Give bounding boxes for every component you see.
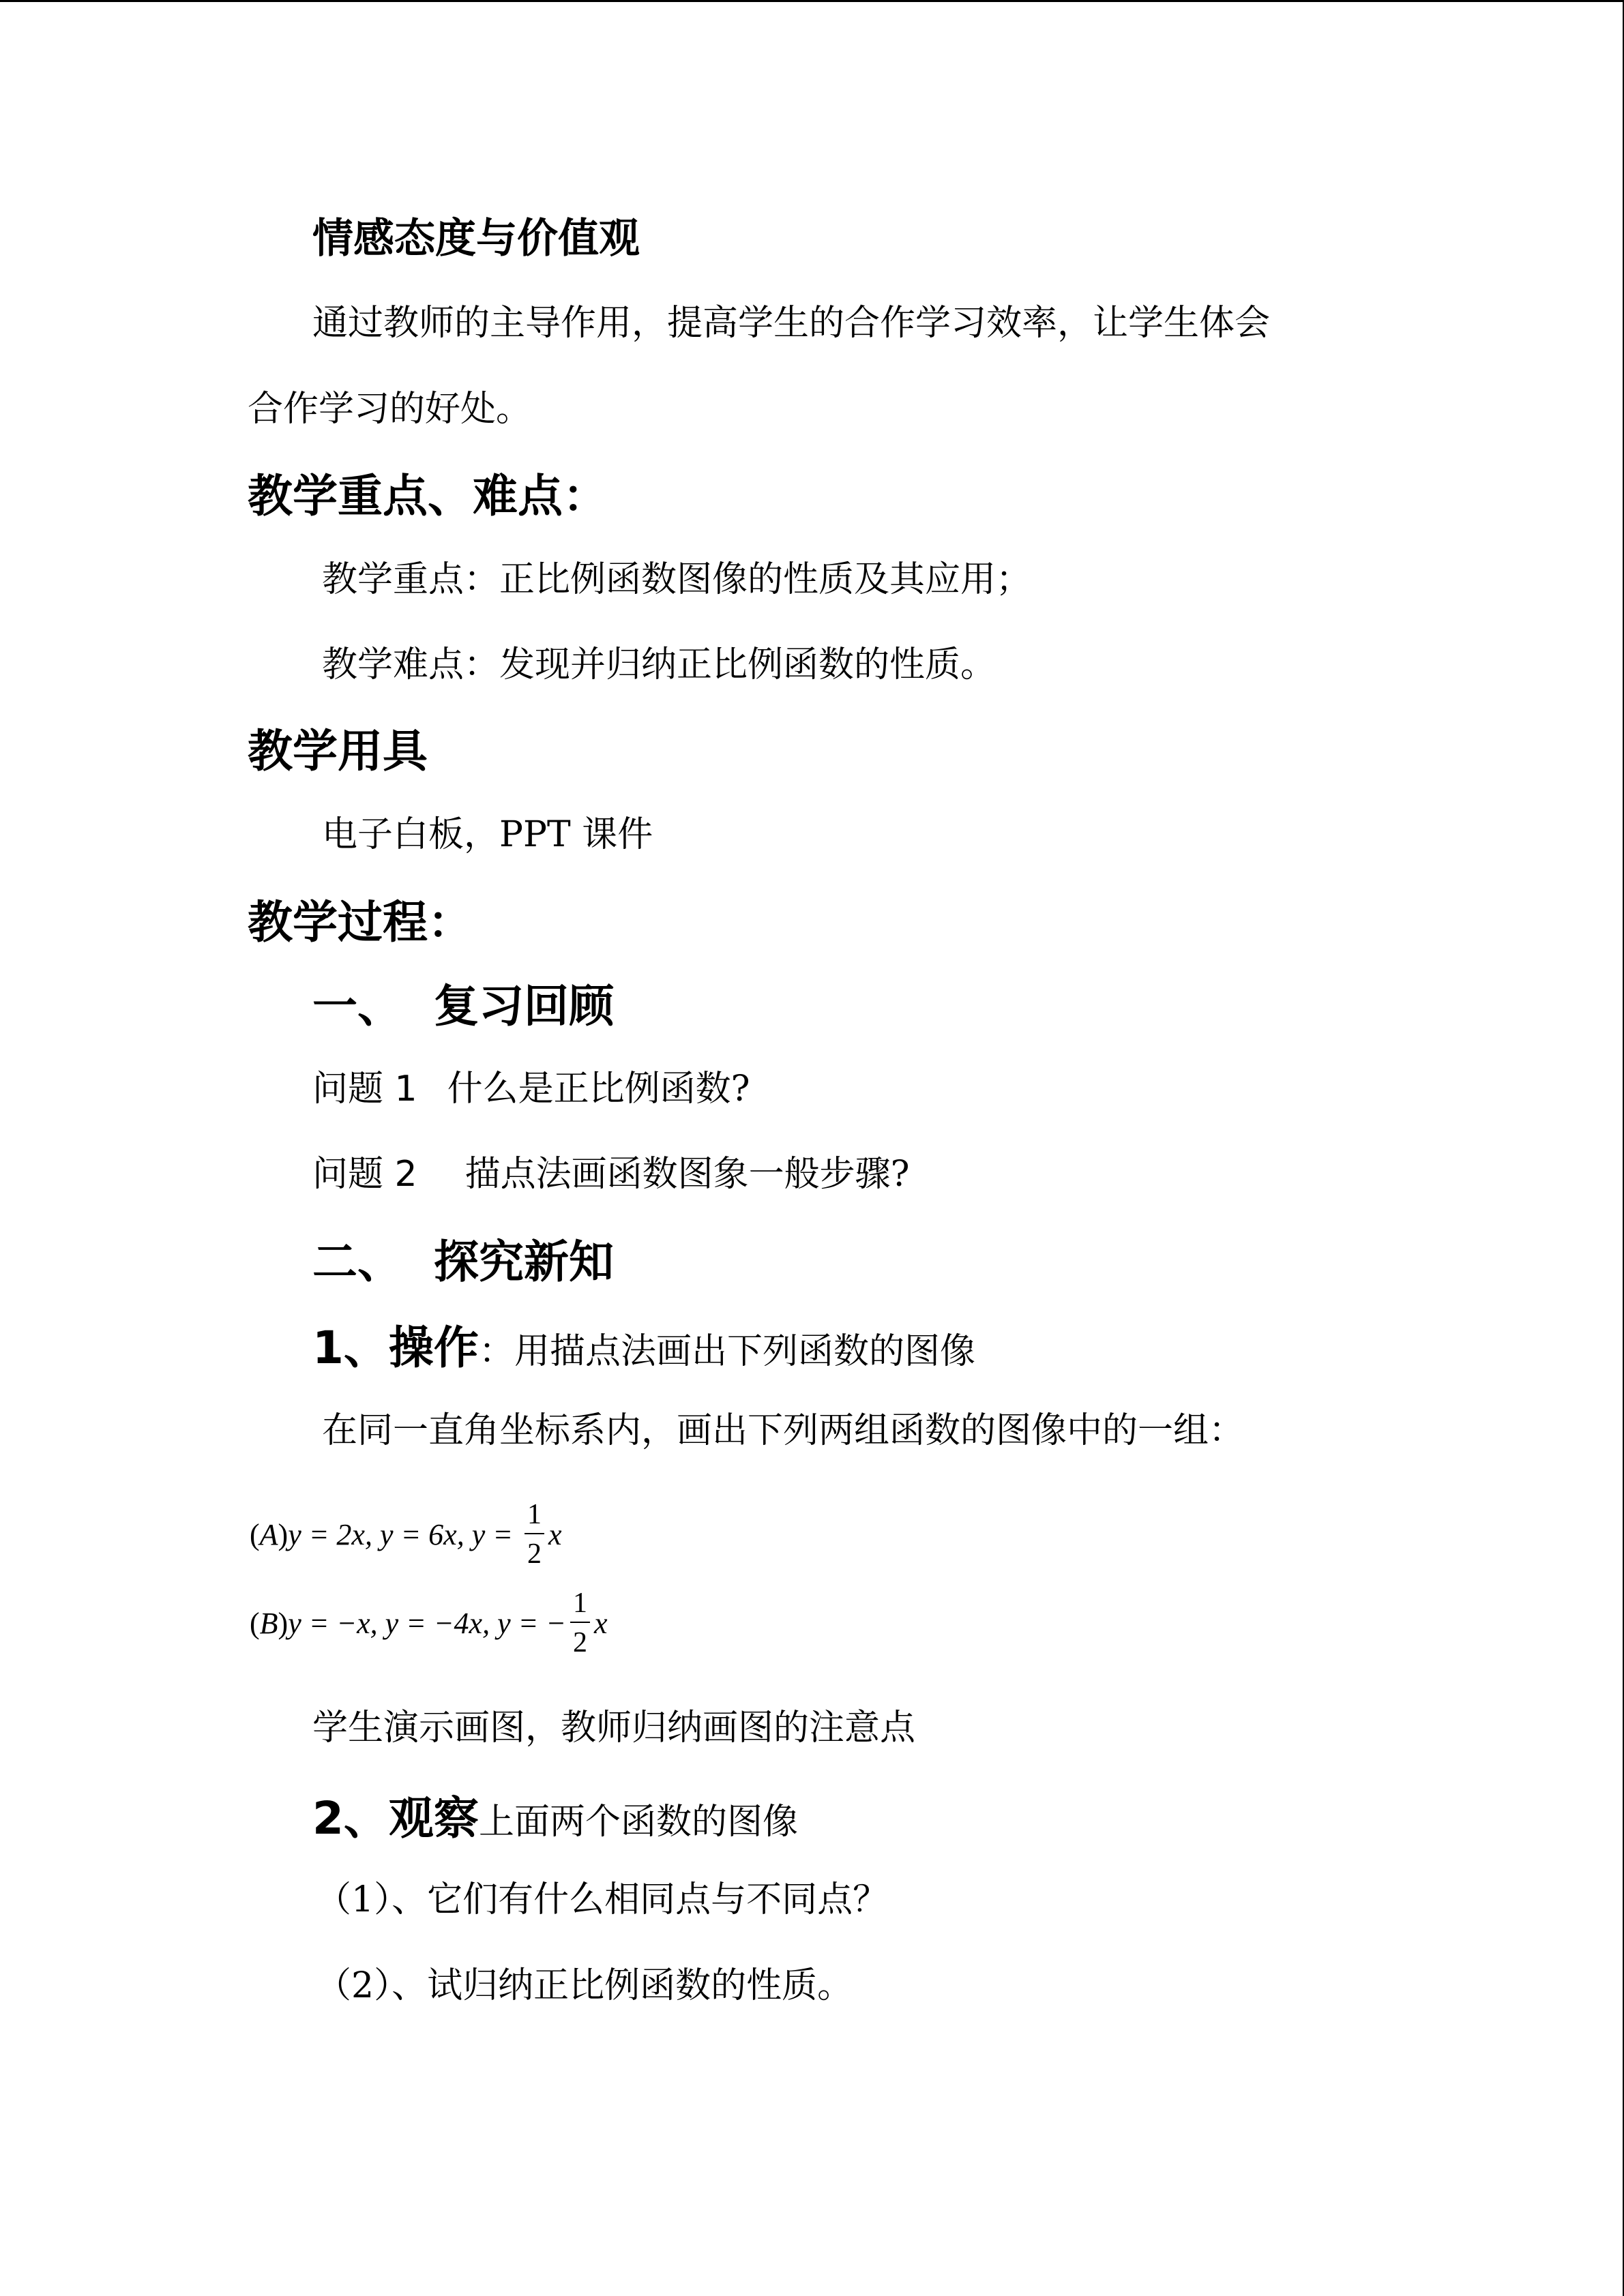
formula-b-label: B (259, 1606, 278, 1640)
question-2-text: 描点法画函数图象一般步骤? (464, 1154, 910, 1195)
observation-label: 2、观察 (312, 1792, 479, 1845)
observation-question-1: （1）、它们有什么相同点与不同点？ (316, 1879, 889, 1920)
formula-b-close: ) (278, 1606, 289, 1640)
teaching-difficulty: 教学难点：发现并归纳正比例函数的性质。 (322, 644, 996, 685)
teaching-focus: 教学重点：正比例函数图像的性质及其应用； (322, 559, 1032, 600)
demo-text: 学生演示画图，教师归纳画图的注意点 (312, 1708, 916, 1748)
question-2 (312, 1154, 910, 1195)
operation-label: 1、操作 (312, 1322, 479, 1374)
question-2-label: 问题 2 (312, 1154, 417, 1195)
operation-text: ：用描点法画出下列函数的图像 (478, 1331, 975, 1372)
section1-title: 复习回顾 (434, 980, 614, 1032)
formula-b-variable: x (594, 1606, 608, 1640)
process-heading: 教学过程： (248, 896, 473, 949)
emotion-title: 情感态度与价值观 (312, 215, 640, 263)
section2-heading (312, 1236, 614, 1288)
formula-b-open: ( (250, 1606, 260, 1640)
formula-a-variable: x (548, 1517, 562, 1551)
tools-heading: 教学用具 (248, 725, 428, 777)
formula-a-expression: y = 2x, y = 6x, y = (288, 1517, 520, 1551)
formula-a-denominator: 2 (527, 1538, 542, 1570)
emotion-text-line1: 通过教师的主导作用，提高学生的合作学习效率，让学生体会 (312, 303, 1271, 344)
observation-line (312, 1792, 798, 1845)
formula-a (250, 1500, 561, 1568)
page-top-border (0, 0, 1624, 2)
question-1 (312, 1071, 750, 1107)
formula-a-fraction (525, 1500, 544, 1568)
tools-text: 电子白板，PPT 课件 (322, 814, 653, 855)
observation-text: 上面两个函数的图像 (478, 1802, 798, 1843)
question-1-label: 问题 1 (312, 1069, 417, 1109)
formula-b-expression: y = −x, y = −4x, y = − (288, 1606, 566, 1640)
section2-title: 探究新知 (434, 1236, 614, 1288)
emotion-text-line2: 合作学习的好处。 (248, 389, 532, 430)
formula-a-label: A (259, 1517, 278, 1551)
keypoints-heading: 教学重点、难点： (248, 470, 608, 522)
formula-b (250, 1589, 608, 1657)
operation-line (312, 1322, 975, 1374)
formula-a-close: ) (278, 1517, 289, 1551)
question-1-text: 什么是正比例函数? (447, 1069, 750, 1109)
formula-b-denominator: 2 (573, 1627, 587, 1658)
formula-b-numerator: 1 (570, 1589, 590, 1623)
formula-a-numerator: 1 (525, 1500, 544, 1534)
operation-instruction: 在同一直角坐标系内，画出下列两组函数的图像中的一组： (322, 1410, 1245, 1451)
observation-question-2: （2）、试归纳正比例函数的性质。 (316, 1965, 853, 2006)
section1-number: 一、 (312, 980, 402, 1032)
section1-heading (312, 980, 614, 1032)
formula-a-open: ( (250, 1517, 260, 1551)
formula-b-fraction (570, 1589, 590, 1657)
section2-number: 二、 (312, 1236, 402, 1288)
